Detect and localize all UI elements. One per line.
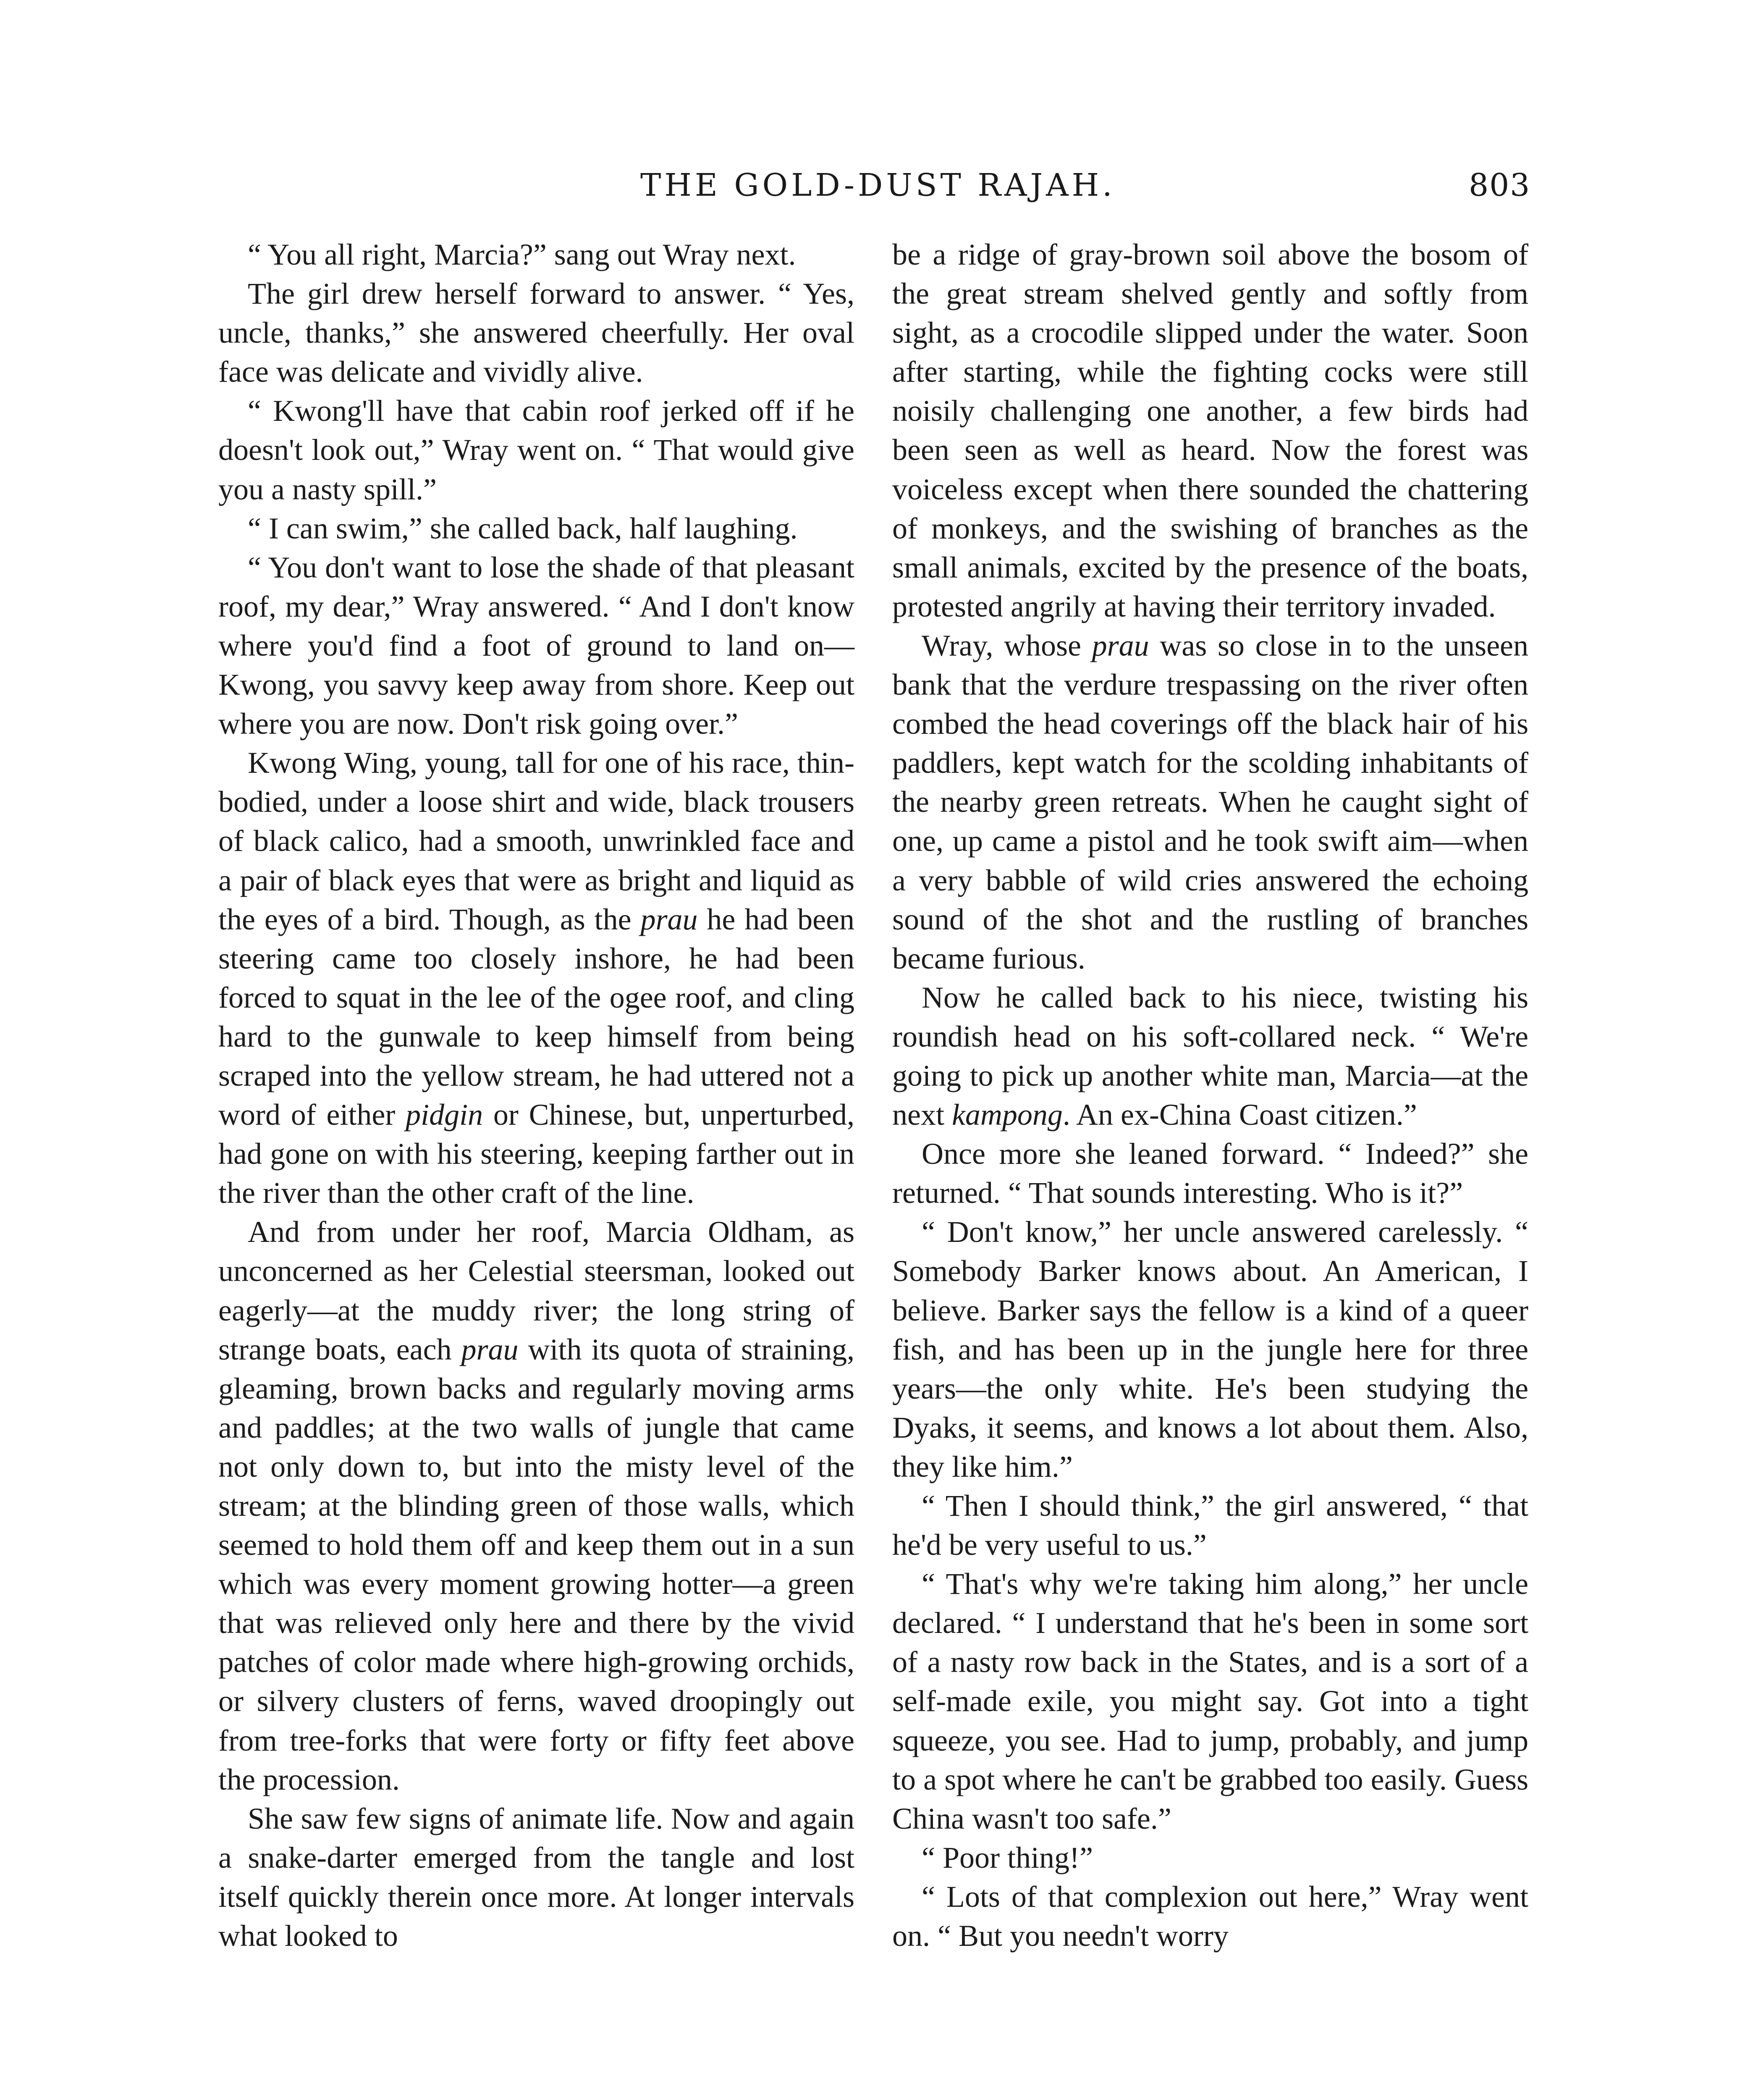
paragraph <box>218 1213 854 1799</box>
italic-word: pidgin <box>406 1098 483 1132</box>
left-column <box>218 235 854 1956</box>
text-run: . An ex-China Coast citizen.” <box>1062 1098 1417 1132</box>
paragraph: “ You all right, Marcia?” sang out Wray next. <box>248 238 796 271</box>
paragraph: “ That's why we're taking him along,” her uncle declared. “ I understand that he's been in some sort of a nasty row back in the States, and is a sort of a self-made exile, you might say. Got into a tight squeeze, you see. Had to jump, probably, and jump to a spot where he can't be grabbed too easily. Guess China wasn't too safe.” <box>892 1567 1528 1835</box>
italic-word: prau <box>461 1332 519 1366</box>
paragraph <box>892 978 1528 1134</box>
text-run: Kwong Wing, young, tall for one of his race, thin-bodied, under a loose shirt and wide, black trousers of black calico, had a smooth, unwrinkled face and a pair of black eyes that were as bright and liquid as the eyes of a bird. Though, as the <box>218 746 854 936</box>
paragraph: “ I can swim,” she called back, half laughing. <box>248 511 798 545</box>
text-run: or Chinese, but, unperturbed, had gone on with his steering, keeping farther out in the river than the other craft of the line. <box>218 1098 854 1210</box>
paragraph: “ Then I should think,” the girl answered, “ that he'd be very useful to us.” <box>892 1489 1528 1562</box>
text-run: he had been steering came too closely inshore, he had been forced to squat in the lee of the ogee roof, and cling hard to the gunwale to keep himself from being scraped into the yellow stream, he had uttered not a word of either <box>218 902 854 1132</box>
paragraph <box>892 626 1528 978</box>
paragraph: “ Poor thing!” <box>922 1840 1093 1874</box>
paragraph: “ Lots of that complexion out here,” Wray went on. “ But you needn't worry <box>892 1880 1528 1953</box>
right-column <box>892 235 1528 1956</box>
italic-word: prau <box>640 902 698 936</box>
italic-word: prau <box>1092 628 1149 662</box>
paragraph: She saw few signs of animate life. Now and again a snake-darter emerged from the tangle and lost itself quickly therein once more. At longer intervals what looked to <box>218 1801 854 1953</box>
paragraph: Once more she leaned forward. “ Indeed?” she returned. “ That sounds interesting. Who is it?” <box>892 1137 1528 1210</box>
text-run: Wray, whose <box>922 628 1092 662</box>
paragraph: “ You don't want to lose the shade of that pleasant roof, my dear,” Wray answered. “ And I don't know where you'd find a foot of ground to land on—Kwong, you savvy keep away from shore. Keep out where you are now. Don't risk going over.” <box>218 550 854 741</box>
paragraph: “ Don't know,” her uncle answered carelessly. “ Somebody Barker knows about. An American, I believe. Barker says the fellow is a kind of a queer fish, and has been up in the jungle here for three years—the only white. He's been studying the Dyaks, it seems, and knows a lot about them. Also, they like him.” <box>892 1215 1528 1483</box>
paragraph <box>218 743 854 1213</box>
paragraph: “ Kwong'll have that cabin roof jerked off if he doesn't look out,” Wray went on. “ That would give you a nasty spill.” <box>218 394 854 506</box>
running-title: THE GOLD-DUST RAJAH. <box>640 167 1116 203</box>
italic-word: kampong <box>951 1098 1063 1132</box>
paragraph: The girl drew herself forward to answer. “ Yes, uncle, thanks,” she answered cheerfully. Her oval face was delicate and vividly alive. <box>218 277 854 389</box>
text-run: with its quota of straining, gleaming, brown backs and regularly moving arms and paddles; at the two walls of jungle that came not only down to, but into the misty level of the stream; at the blinding green of those walls, which seemed to hold them off and keep them out in a sun which was every moment growing hotter—a green that was relieved only here and there by the vivid patches of color made where high-growing orchids, or silvery clusters of ferns, waved droopingly out from tree-forks that were forty or fifty feet above the procession. <box>218 1332 855 1796</box>
page-number: 803 <box>1469 167 1531 203</box>
paragraph-continued: be a ridge of gray-brown soil above the bosom of the great stream shelved gently and softly from sight, as a crocodile slipped under the water. Soon after starting, while the fighting cocks were still noisily challenging one another, a few birds had been seen as well as heard. Now the forest was voiceless except when there sounded the chattering of monkeys, and the swishing of branches as the small animals, excited by the presence of the boats, protested angrily at having their territory invaded. <box>892 238 1528 623</box>
text-run: And from under her roof, Marcia Oldham, as unconcerned as her Celestial steersman, looked out eagerly—at the muddy river; the long string of strange boats, each <box>218 1215 854 1366</box>
text-run: Now he called back to his niece, twisting his roundish head on his soft-collared neck. “ We're going to pick up another white man, Marcia—at the next <box>892 980 1528 1132</box>
text-run: was so close in to the unseen bank that the verdure trespassing on the river often combed the head coverings off the black hair of his paddlers, kept watch for the scolding inhabitants of the nearby green retreats. When he caught sight of one, up came a pistol and he took swift aim—when a very babble of wild cries answered the echoing sound of the shot and the rustling of branches became furious. <box>892 628 1528 975</box>
